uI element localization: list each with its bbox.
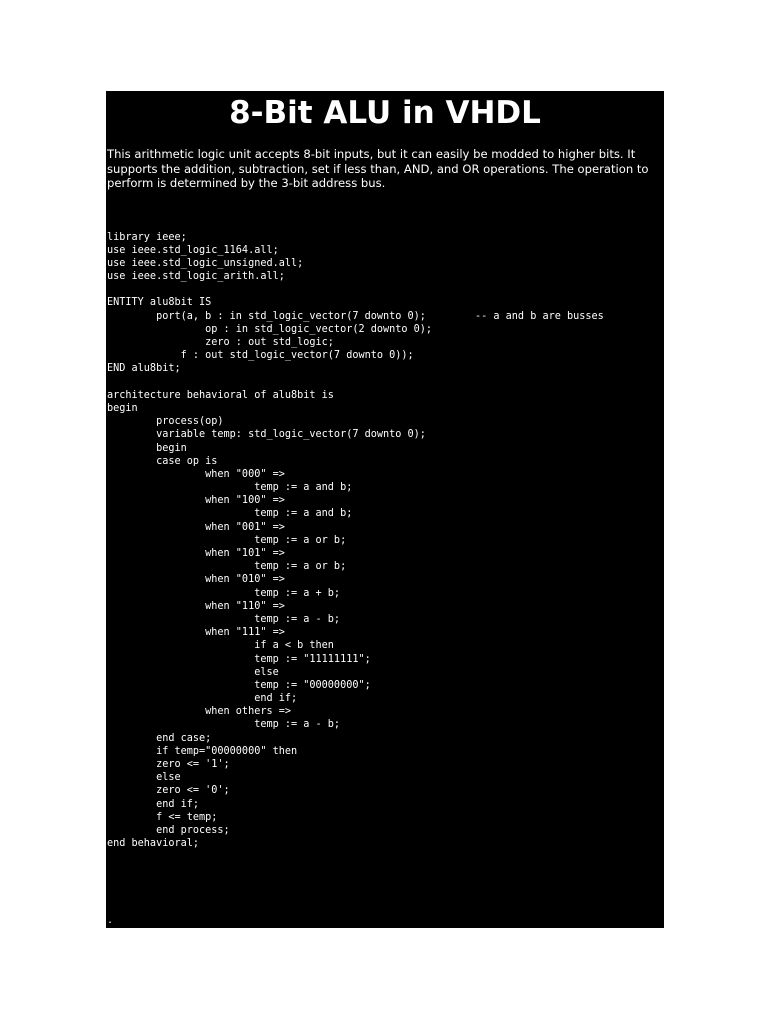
code-line: when "111" => [107,627,285,639]
code-line: zero <= '0'; [107,785,230,797]
page-title: 8-Bit ALU in VHDL [229,95,541,131]
code-line: when "101" => [107,548,285,559]
code-line: begin [107,442,187,454]
code-line: when others => [107,706,292,718]
code-line: end behavioral; [107,838,200,850]
code-line: end process; [107,824,230,836]
code-line: when "001" => [107,521,285,533]
code-line: variable temp: std_logic_vector(7 downto 0); [107,429,426,441]
code-line: temp := a and b; [107,482,353,494]
code-line [107,283,664,296]
code-line: f : out std_logic_vector(7 downto 0)); [107,350,414,362]
code-line: temp := a or b; [107,561,347,573]
code-line: when "100" => [107,495,285,507]
code-line: when "000" => [107,468,285,480]
code-line: END alu8bit; [107,363,181,375]
code-line: else [107,666,279,678]
code-line: temp := a or b; [107,534,347,546]
code-line: temp := a - b; [107,719,341,731]
code-line: zero : out std_logic; [107,337,334,348]
code-line [107,376,664,389]
code-line: op : in std_logic_vector(2 downto 0); [107,323,433,335]
code-line: temp := "11111111"; [107,653,371,665]
document-page [106,91,664,928]
code-line: use ieee.std_logic_1164.all; [107,244,279,256]
code-line: temp := a - b; [107,613,341,625]
code-line: process(op) [107,416,224,428]
code-line: temp := a and b; [107,508,353,520]
code-line: end if; [107,693,298,705]
trailing-mark: . [107,915,114,926]
code-line: case op is [107,455,218,467]
code-line: begin [107,402,138,414]
code-line: when "010" => [107,574,285,586]
code-block [107,231,664,851]
code-line: temp := "00000000"; [107,679,371,691]
code-line: use ieee.std_logic_arith.all; [107,271,285,283]
code-line: when "110" => [107,600,285,612]
code-line: f <= temp; [107,811,218,823]
code-line: port(a, b : in std_logic_vector(7 downto 0); -- a and b are busses [107,310,604,322]
code-line: library ieee; [107,231,187,243]
code-line: if a < b then [107,640,334,652]
code-line: zero <= '1'; [107,759,230,770]
code-line: temp := a + b; [107,587,341,599]
code-line: end if; [107,798,200,810]
code-line: ENTITY alu8bit IS [107,297,212,309]
code-line: architecture behavioral of alu8bit is [107,389,334,401]
intro-paragraph: This arithmetic logic unit accepts 8-bit inputs, but it can easily be modded to higher bits. It supports the addition, subtraction, set if less than, AND, and OR operations. The operation to perform is determined by the 3-bit address bus. [107,147,649,190]
code-line: if temp="00000000" then [107,745,298,757]
code-line: use ieee.std_logic_unsigned.all; [107,257,304,269]
code-line: else [107,772,181,784]
code-line: end case; [107,732,212,744]
